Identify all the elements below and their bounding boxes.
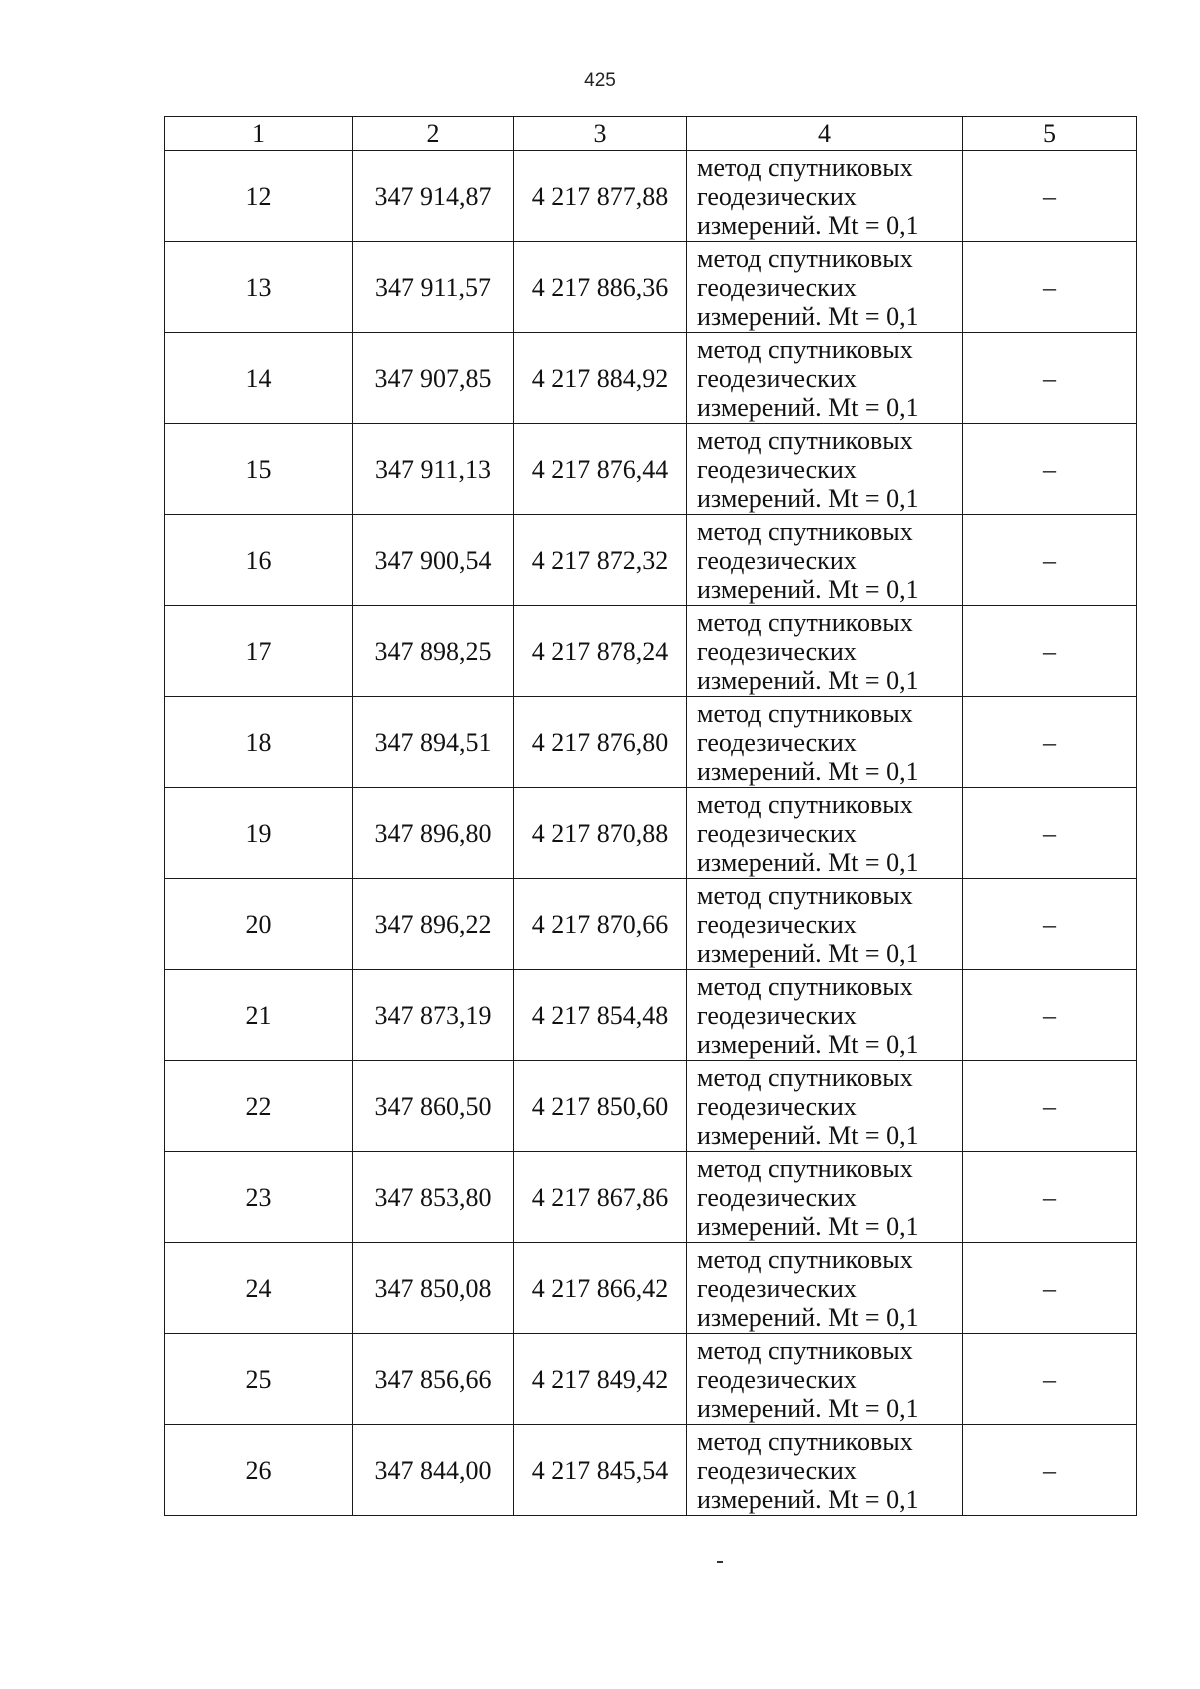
- column-5-cell: –: [963, 242, 1137, 333]
- page-number: 425: [584, 70, 616, 91]
- method-cell: [687, 697, 963, 788]
- x-coordinate-cell: 347 907,85: [353, 333, 514, 424]
- table-body: [165, 117, 1137, 1516]
- point-number-cell: 12: [165, 151, 353, 242]
- table-row: [165, 970, 1137, 1061]
- point-number-cell: 24: [165, 1243, 353, 1334]
- method-cell: [687, 1334, 963, 1425]
- column-5-cell: –: [963, 970, 1137, 1061]
- method-cell: [687, 1061, 963, 1152]
- method-text-line: геодезических: [697, 181, 857, 211]
- method-text-line: метод спутниковых: [697, 243, 913, 273]
- header-cell-4: 4: [687, 117, 963, 151]
- y-coordinate-cell: 4 217 886,36: [514, 242, 687, 333]
- method-cell: [687, 242, 963, 333]
- method-text-line: метод спутниковых: [697, 971, 913, 1001]
- method-text-line: измерений. Mt = 0,1: [697, 301, 919, 331]
- y-coordinate-cell: 4 217 877,88: [514, 151, 687, 242]
- method-text-line: измерений. Mt = 0,1: [697, 938, 919, 968]
- method-text-line: измерений. Mt = 0,1: [697, 847, 919, 877]
- method-text-line: геодезических: [697, 1455, 857, 1485]
- method-text-line: геодезических: [697, 1364, 857, 1394]
- stray-mark: [717, 1561, 723, 1563]
- x-coordinate-cell: 347 911,13: [353, 424, 514, 515]
- method-text-line: измерений. Mt = 0,1: [697, 392, 919, 422]
- method-cell: [687, 788, 963, 879]
- method-text-line: измерений. Mt = 0,1: [697, 1393, 919, 1423]
- method-text-line: измерений. Mt = 0,1: [697, 665, 919, 695]
- y-coordinate-cell: 4 217 878,24: [514, 606, 687, 697]
- table-row: [165, 606, 1137, 697]
- method-text-line: геодезических: [697, 1273, 857, 1303]
- table-row: [165, 788, 1137, 879]
- point-number-cell: 18: [165, 697, 353, 788]
- method-text-line: метод спутниковых: [697, 1244, 913, 1274]
- column-5-cell: –: [963, 1334, 1137, 1425]
- point-number-cell: 26: [165, 1425, 353, 1516]
- column-5-cell: –: [963, 515, 1137, 606]
- method-text-line: геодезических: [697, 727, 857, 757]
- method-cell: [687, 1425, 963, 1516]
- method-text-line: геодезических: [697, 818, 857, 848]
- method-text-line: метод спутниковых: [697, 152, 913, 182]
- point-number-cell: 17: [165, 606, 353, 697]
- method-cell: [687, 970, 963, 1061]
- y-coordinate-cell: 4 217 850,60: [514, 1061, 687, 1152]
- method-text-line: метод спутниковых: [697, 334, 913, 364]
- method-cell: [687, 333, 963, 424]
- x-coordinate-cell: 347 850,08: [353, 1243, 514, 1334]
- method-cell: [687, 424, 963, 515]
- method-cell: [687, 606, 963, 697]
- method-text-line: метод спутниковых: [697, 880, 913, 910]
- point-number-cell: 22: [165, 1061, 353, 1152]
- x-coordinate-cell: 347 900,54: [353, 515, 514, 606]
- column-5-cell: –: [963, 1425, 1137, 1516]
- coordinates-table-container: [164, 116, 1136, 1516]
- y-coordinate-cell: 4 217 845,54: [514, 1425, 687, 1516]
- point-number-cell: 14: [165, 333, 353, 424]
- x-coordinate-cell: 347 853,80: [353, 1152, 514, 1243]
- column-5-cell: –: [963, 1243, 1137, 1334]
- method-text-line: геодезических: [697, 909, 857, 939]
- column-5-cell: –: [963, 333, 1137, 424]
- header-cell-1: 1: [165, 117, 353, 151]
- coordinates-table: [164, 116, 1137, 1516]
- y-coordinate-cell: 4 217 870,88: [514, 788, 687, 879]
- header-cell-2: 2: [353, 117, 514, 151]
- method-text-line: измерений. Mt = 0,1: [697, 574, 919, 604]
- table-header-row: [165, 117, 1137, 151]
- method-text-line: метод спутниковых: [697, 516, 913, 546]
- method-text-line: геодезических: [697, 545, 857, 575]
- method-text-line: измерений. Mt = 0,1: [697, 1029, 919, 1059]
- method-text-line: измерений. Mt = 0,1: [697, 483, 919, 513]
- column-5-cell: –: [963, 788, 1137, 879]
- column-5-cell: –: [963, 1061, 1137, 1152]
- method-cell: [687, 515, 963, 606]
- table-row: [165, 242, 1137, 333]
- y-coordinate-cell: 4 217 876,44: [514, 424, 687, 515]
- x-coordinate-cell: 347 898,25: [353, 606, 514, 697]
- point-number-cell: 23: [165, 1152, 353, 1243]
- point-number-cell: 15: [165, 424, 353, 515]
- method-text-line: метод спутниковых: [697, 1426, 913, 1456]
- point-number-cell: 21: [165, 970, 353, 1061]
- y-coordinate-cell: 4 217 866,42: [514, 1243, 687, 1334]
- header-cell-3: 3: [514, 117, 687, 151]
- column-5-cell: –: [963, 879, 1137, 970]
- point-number-cell: 25: [165, 1334, 353, 1425]
- method-text-line: метод спутниковых: [697, 1062, 913, 1092]
- column-5-cell: –: [963, 697, 1137, 788]
- method-text-line: геодезических: [697, 1091, 857, 1121]
- method-text-line: геодезических: [697, 636, 857, 666]
- column-5-cell: –: [963, 1152, 1137, 1243]
- table-row: [165, 151, 1137, 242]
- table-row: [165, 424, 1137, 515]
- y-coordinate-cell: 4 217 854,48: [514, 970, 687, 1061]
- table-row: [165, 1425, 1137, 1516]
- table-row: [165, 1061, 1137, 1152]
- y-coordinate-cell: 4 217 870,66: [514, 879, 687, 970]
- method-text-line: измерений. Mt = 0,1: [697, 1484, 919, 1514]
- method-text-line: геодезических: [697, 363, 857, 393]
- table-row: [165, 697, 1137, 788]
- method-text-line: геодезических: [697, 1000, 857, 1030]
- x-coordinate-cell: 347 896,22: [353, 879, 514, 970]
- point-number-cell: 16: [165, 515, 353, 606]
- method-cell: [687, 1152, 963, 1243]
- x-coordinate-cell: 347 914,87: [353, 151, 514, 242]
- method-text-line: геодезических: [697, 1182, 857, 1212]
- point-number-cell: 20: [165, 879, 353, 970]
- method-cell: [687, 879, 963, 970]
- table-row: [165, 1334, 1137, 1425]
- x-coordinate-cell: 347 856,66: [353, 1334, 514, 1425]
- method-text-line: метод спутниковых: [697, 425, 913, 455]
- point-number-cell: 19: [165, 788, 353, 879]
- method-text-line: измерений. Mt = 0,1: [697, 210, 919, 240]
- header-cell-5: 5: [963, 117, 1137, 151]
- method-text-line: метод спутниковых: [697, 789, 913, 819]
- x-coordinate-cell: 347 911,57: [353, 242, 514, 333]
- method-text-line: измерений. Mt = 0,1: [697, 756, 919, 786]
- column-5-cell: –: [963, 606, 1137, 697]
- method-cell: [687, 151, 963, 242]
- x-coordinate-cell: 347 844,00: [353, 1425, 514, 1516]
- x-coordinate-cell: 347 873,19: [353, 970, 514, 1061]
- table-row: [165, 515, 1137, 606]
- table-row: [165, 1152, 1137, 1243]
- column-5-cell: –: [963, 424, 1137, 515]
- x-coordinate-cell: 347 896,80: [353, 788, 514, 879]
- point-number-cell: 13: [165, 242, 353, 333]
- method-text-line: измерений. Mt = 0,1: [697, 1302, 919, 1332]
- y-coordinate-cell: 4 217 876,80: [514, 697, 687, 788]
- y-coordinate-cell: 4 217 872,32: [514, 515, 687, 606]
- method-text-line: геодезических: [697, 272, 857, 302]
- method-text-line: метод спутниковых: [697, 1153, 913, 1183]
- method-text-line: геодезических: [697, 454, 857, 484]
- y-coordinate-cell: 4 217 867,86: [514, 1152, 687, 1243]
- method-text-line: измерений. Mt = 0,1: [697, 1211, 919, 1241]
- table-row: [165, 333, 1137, 424]
- y-coordinate-cell: 4 217 884,92: [514, 333, 687, 424]
- y-coordinate-cell: 4 217 849,42: [514, 1334, 687, 1425]
- method-text-line: метод спутниковых: [697, 698, 913, 728]
- x-coordinate-cell: 347 860,50: [353, 1061, 514, 1152]
- column-5-cell: –: [963, 151, 1137, 242]
- x-coordinate-cell: 347 894,51: [353, 697, 514, 788]
- table-row: [165, 879, 1137, 970]
- method-cell: [687, 1243, 963, 1334]
- table-row: [165, 1243, 1137, 1334]
- method-text-line: метод спутниковых: [697, 1335, 913, 1365]
- method-text-line: метод спутниковых: [697, 607, 913, 637]
- method-text-line: измерений. Mt = 0,1: [697, 1120, 919, 1150]
